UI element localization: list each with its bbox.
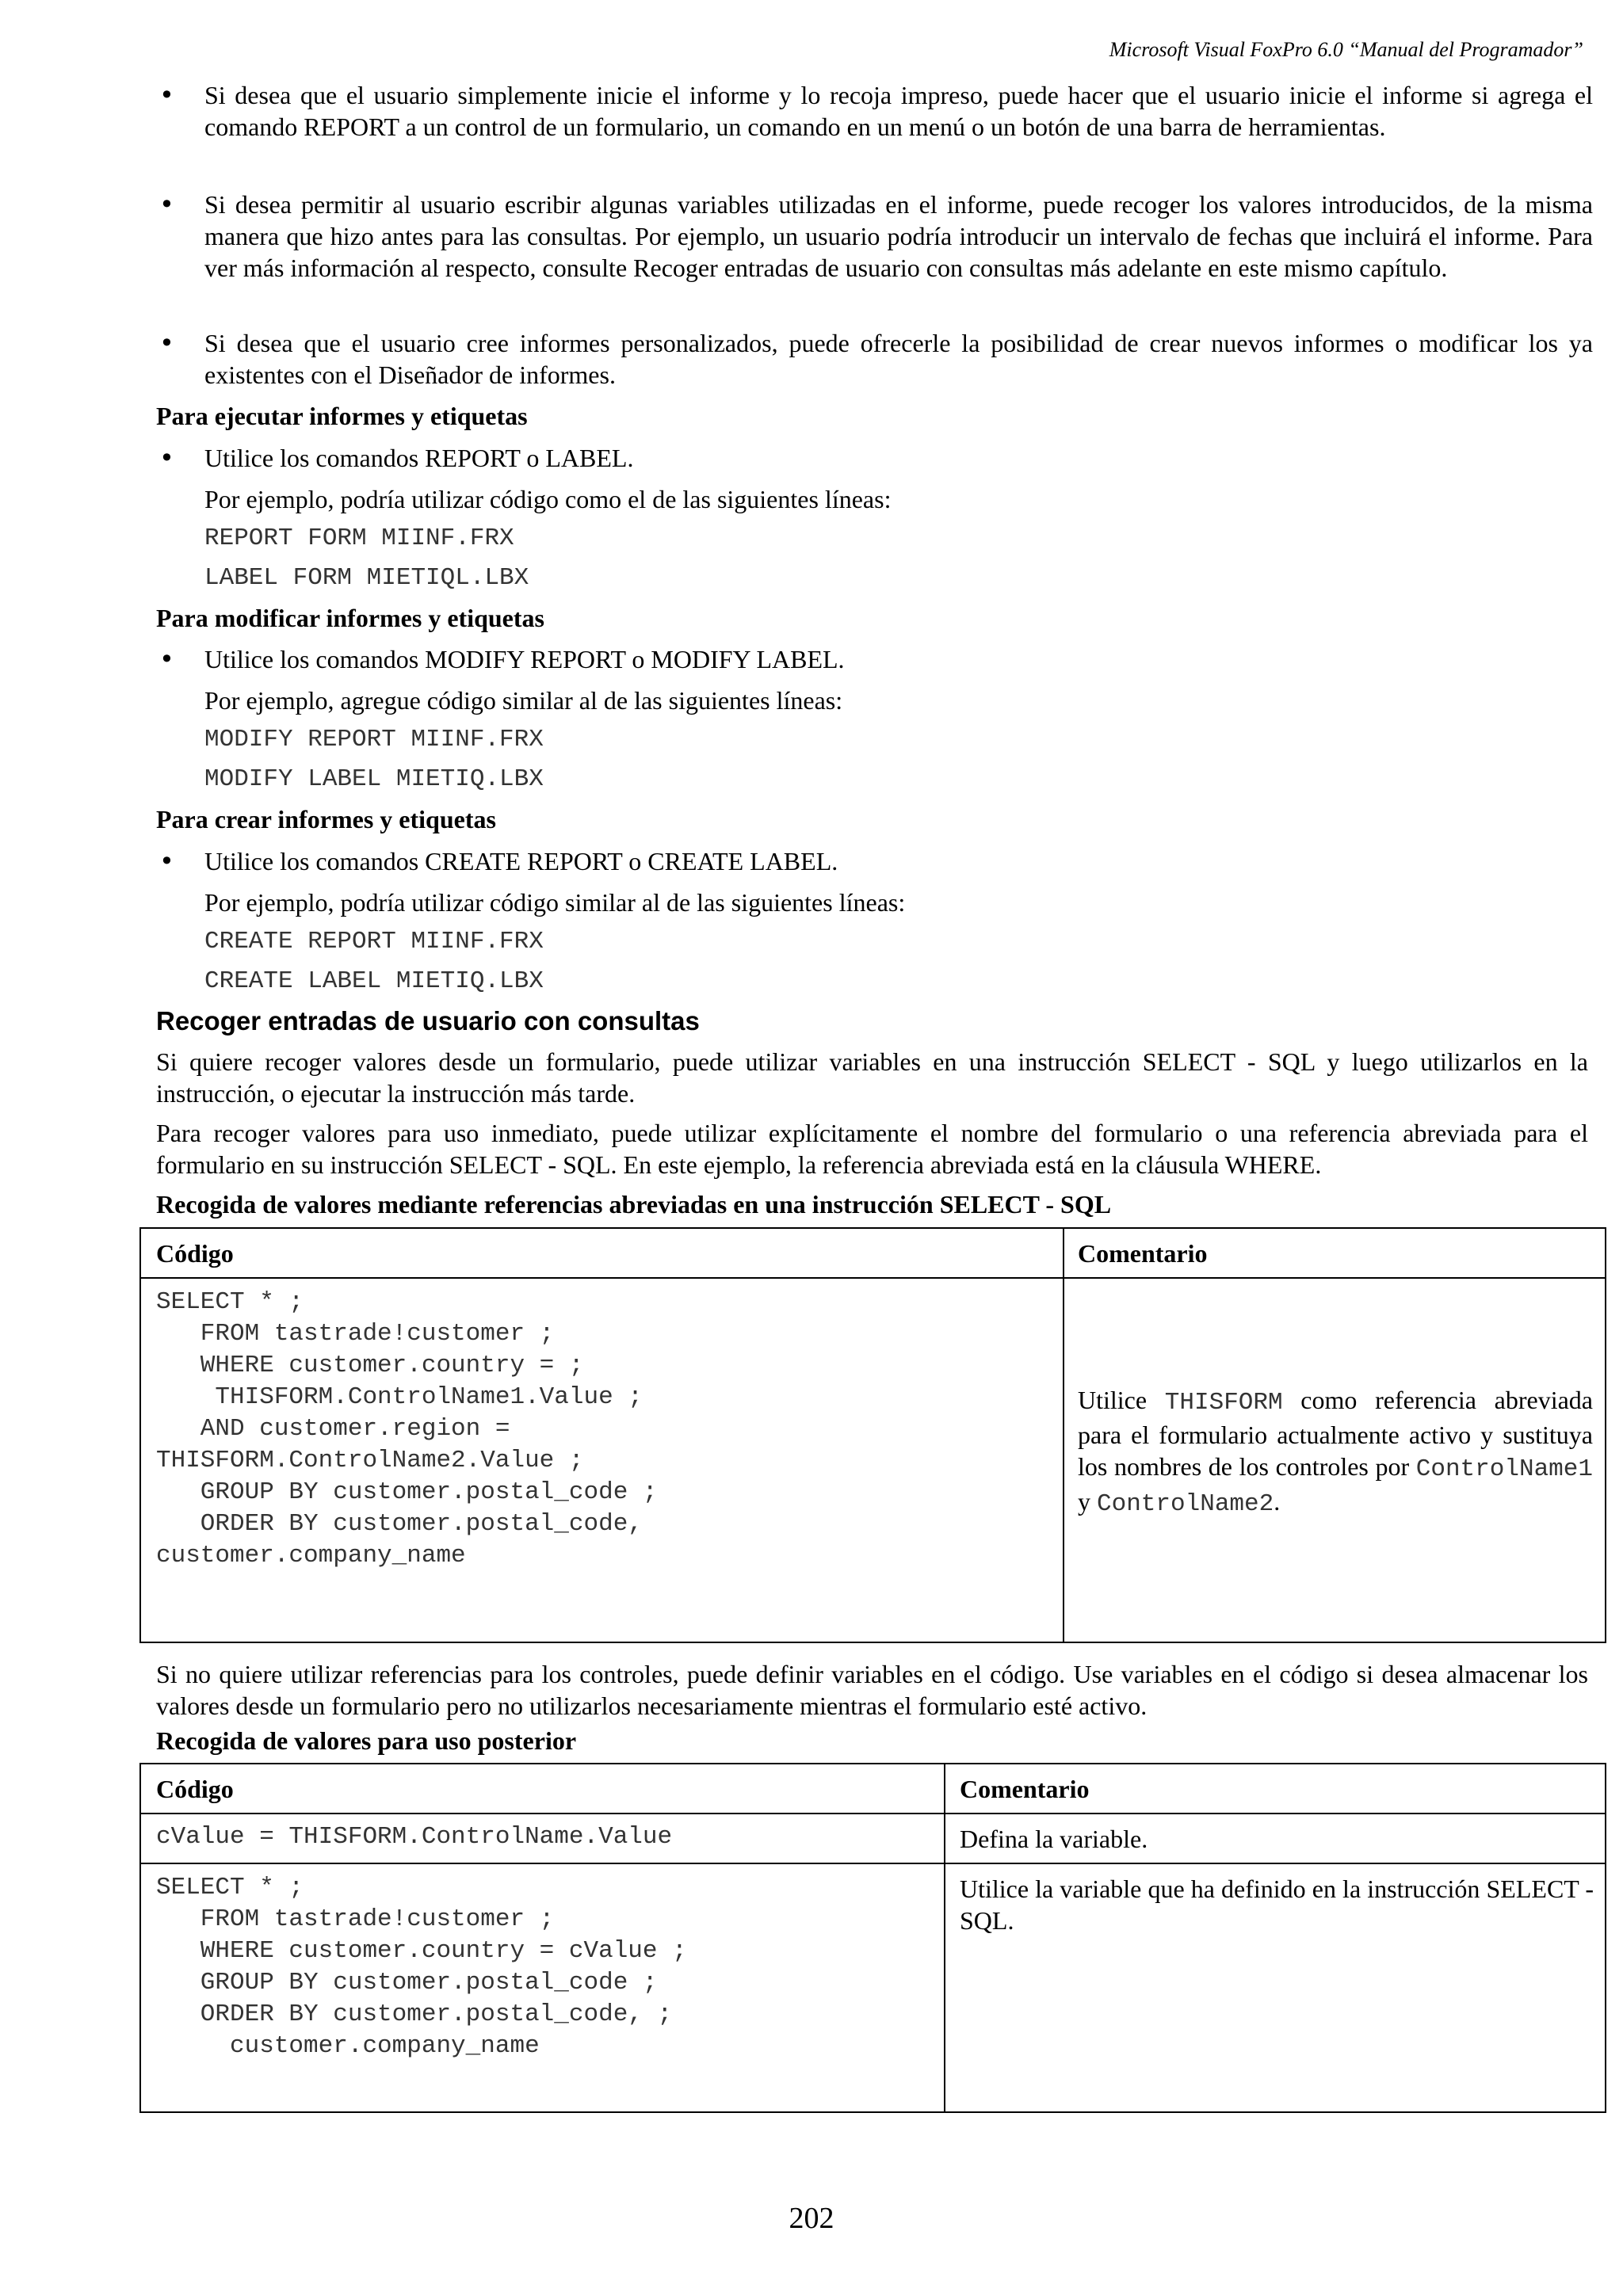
run-bullet: • Utilice los comandos REPORT o LABEL. <box>159 443 634 473</box>
table-divider <box>944 1764 945 2111</box>
code-line: GROUP BY customer.postal_code ; <box>156 1969 658 1997</box>
code-line: WHERE customer.country = ; <box>156 1352 584 1379</box>
table1-header-code: Código <box>156 1239 234 1268</box>
code-line: customer.company_name <box>156 2032 540 2060</box>
modify-code-line-2: MODIFY LABEL MIETIQ.LBX <box>204 765 544 793</box>
table2-row1-code: cValue = THISFORM.ControlName.Value <box>156 1823 673 1851</box>
run-code-line-1: REPORT FORM MIINF.FRX <box>204 524 514 552</box>
intro-bullet-2: • Si desea permitir al usuario escribir algunas variables utilizadas en el informe, puede recoger los valores introducidos, de la misma manera que hizo antes para las consultas. Por ejemplo, un usuario podría introducir un intervalo de fechas que incluirá el informe. Para ver más información al respecto, consulte Recoger entradas de usuario con consultas más adelante en este mismo capítulo. <box>159 189 1593 282</box>
running-header: Microsoft Visual FoxPro 6.0 “Manual del Programador” <box>1109 38 1583 61</box>
code-line: AND customer.region = <box>156 1415 510 1443</box>
create-bullet: • Utilice los comandos CREATE REPORT o CREATE LABEL. <box>159 846 838 876</box>
code-line: GROUP BY customer.postal_code ; <box>156 1478 658 1506</box>
create-heading: Para crear informes y etiquetas <box>156 805 496 833</box>
table2-row2-comment: Utilice la variable que ha definido en la instrucción SELECT - SQL. <box>960 1875 1594 1935</box>
modify-code-line-1: MODIFY REPORT MIINF.FRX <box>204 726 544 753</box>
table1-code-block <box>156 1287 658 1572</box>
middle-paragraph: Si no quiere utilizar referencias para los controles, puede definir variables en el código. Use variables en el código si desea almacenar los valores desde un formulario pero no utilizarlos necesariamente mientras el formulario esté activo. <box>156 1660 1588 1720</box>
later-use-table <box>139 1763 1606 2113</box>
code-line: SELECT * ; <box>156 1288 304 1316</box>
modify-intro: Por ejemplo, agregue código similar al de las siguientes líneas: <box>204 686 843 715</box>
table2-caption: Recogida de valores para uso posterior <box>156 1726 577 1755</box>
table2-header-code: Código <box>156 1775 234 1803</box>
run-code-line-2: LABEL FORM MIETIQL.LBX <box>204 564 529 592</box>
code-line: ORDER BY customer.postal_code, <box>156 1510 643 1538</box>
modify-bullet: • Utilice los comandos MODIFY REPORT o MODIFY LABEL. <box>159 644 845 674</box>
table2-row2-code-block <box>156 1872 687 2062</box>
section-paragraph-2: Para recoger valores para uso inmediato, puede utilizar explícitamente el nombre del formulario o una referencia abreviada para el formulario en su instrucción SELECT - SQL. En este ejemplo, la referencia abreviada está en la cláusula WHERE. <box>156 1119 1588 1179</box>
create-code-line-2: CREATE LABEL MIETIQ.LBX <box>204 967 544 995</box>
section-title: Recoger entradas de usuario con consultas <box>156 1006 700 1035</box>
run-heading: Para ejecutar informes y etiquetas <box>156 402 528 430</box>
code-line: ORDER BY customer.postal_code, ; <box>156 2000 673 2028</box>
run-intro: Por ejemplo, podría utilizar código como el de las siguientes líneas: <box>204 485 892 513</box>
bullet-icon: • <box>159 846 174 876</box>
table-divider <box>1063 1229 1064 1642</box>
table2-row1-comment: Defina la variable. <box>960 1825 1148 1853</box>
code-line: FROM tastrade!customer ; <box>156 1905 555 1933</box>
create-intro: Por ejemplo, podría utilizar código similar al de las siguientes líneas: <box>204 888 906 917</box>
section-paragraph-1: Si quiere recoger valores desde un formulario, puede utilizar variables en una instrucción SELECT - SQL y luego utilizarlos en la instrucción, o ejecutar la instrucción más tarde. <box>156 1047 1588 1108</box>
table1-comment: Utilice THISFORM como referencia abreviada para el formulario actualmente activo y sustituya los nombres de los controles por ControlName1 y ControlName2. <box>1078 1386 1594 1518</box>
code-line: FROM tastrade!customer ; <box>156 1320 555 1348</box>
code-line: THISFORM.ControlName1.Value ; <box>156 1383 643 1411</box>
bullet-icon: • <box>159 328 174 358</box>
intro-bullet-3: • Si desea que el usuario cree informes personalizados, puede ofrecerle la posibilidad de crear nuevos informes o modificar los ya existentes con el Diseñador de informes. <box>159 328 1593 389</box>
inline-code: ControlName2 <box>1097 1490 1274 1518</box>
page-number: 202 <box>789 2202 834 2235</box>
table2-header-comment: Comentario <box>960 1775 1090 1803</box>
table-divider <box>141 1277 1605 1279</box>
code-line: WHERE customer.country = cValue ; <box>156 1937 687 1965</box>
create-code-line-1: CREATE REPORT MIINF.FRX <box>204 928 544 955</box>
code-line: customer.company_name <box>156 1542 466 1569</box>
table1-header-comment: Comentario <box>1078 1239 1208 1268</box>
shorthand-reference-table <box>139 1227 1606 1643</box>
bullet-icon: • <box>159 189 174 219</box>
table1-caption: Recogida de valores mediante referencias abreviadas en una instrucción SELECT - SQL <box>156 1190 1112 1219</box>
modify-heading: Para modificar informes y etiquetas <box>156 604 544 632</box>
bullet-icon: • <box>159 80 174 110</box>
code-line: THISFORM.ControlName2.Value ; <box>156 1447 584 1474</box>
table-divider <box>141 1813 1605 1814</box>
inline-code: ControlName1 <box>1415 1455 1593 1483</box>
bullet-icon: • <box>159 644 174 674</box>
inline-code: THISFORM <box>1164 1389 1283 1417</box>
intro-bullet-1: • Si desea que el usuario simplemente inicie el informe y lo recoja impreso, puede hacer que el usuario inicie el informe si agrega el comando REPORT a un control de un formulario, un comando en un menú o un botón de una barra de herramientas. <box>159 80 1593 141</box>
code-line: SELECT * ; <box>156 1874 304 1901</box>
table-divider <box>141 1863 1605 1864</box>
bullet-icon: • <box>159 443 174 473</box>
